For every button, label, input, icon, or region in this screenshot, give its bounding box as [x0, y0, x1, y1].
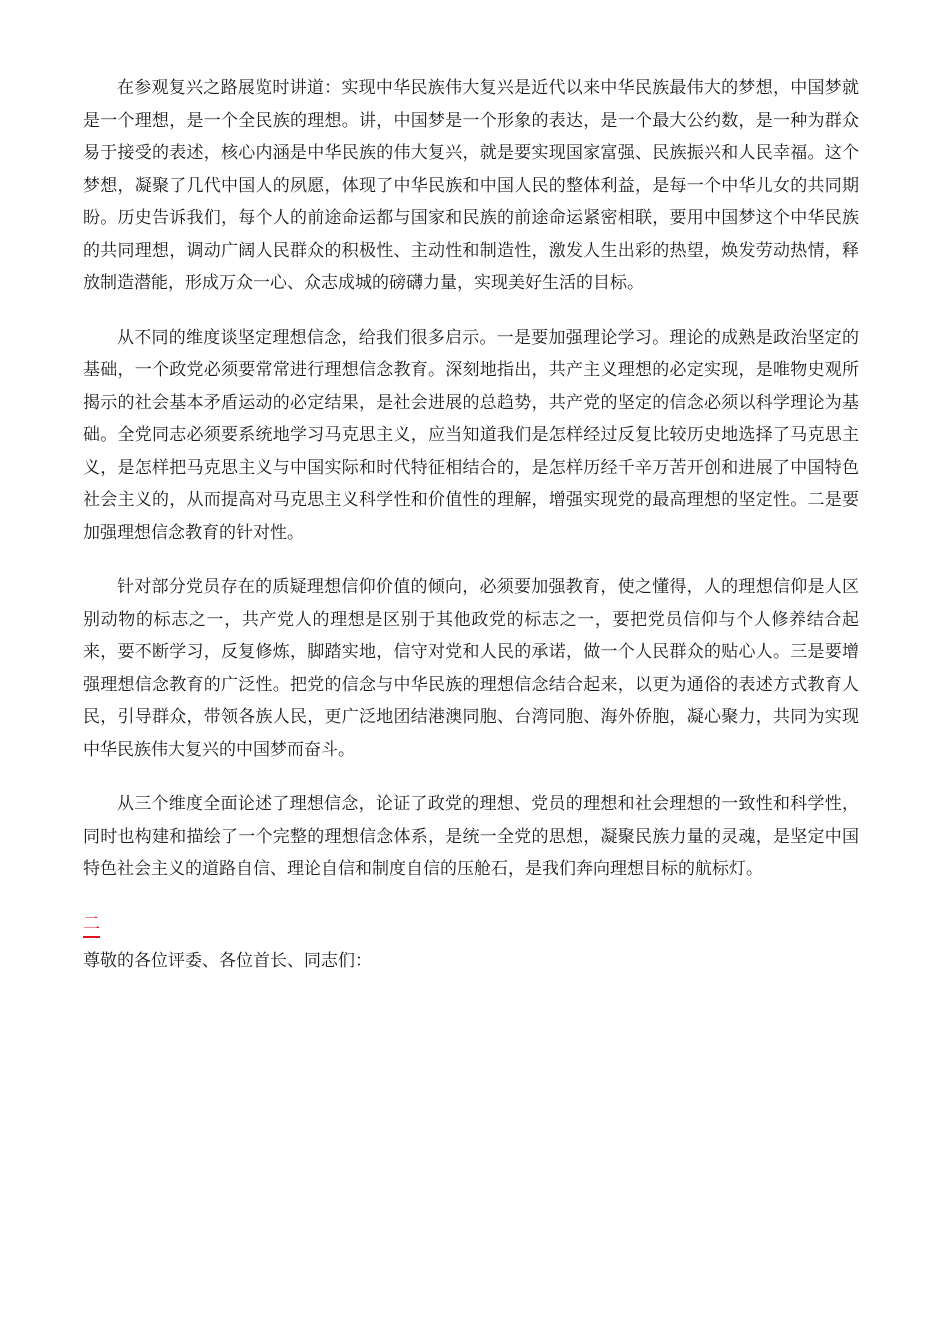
- paragraph-2: 从不同的维度谈坚定理想信念，给我们很多启示。一是要加强理论学习。理论的成熟是政治坚定的基础，一个政党必须要常常进行理想信念教育。深刻地指出，共产主义理想的必定实现，是唯物史观所揭示的社会基本矛盾运动的必定结果，是社会进展的总趋势，共产党的坚定的信念必须以科学理论为基础。全党同志必须要系统地学习马克思主义，应当知道我们是怎样经过反复比较历史地选择了马克思主义，是怎样把马克思主义与中国实际和时代特征相结合的，是怎样历经千辛万苦开创和进展了中国特色社会主义的，从而提高对马克思主义科学性和价值性的理解，增强实现党的最高理想的坚定性。二是要加强理想信念教育的针对性。: [83, 327, 859, 543]
- salutation: 尊敬的各位评委、各位首长、同志们：: [83, 951, 372, 971]
- paragraph-1: 在参观复兴之路展览时讲道：实现中华民族伟大复兴是近代以来中华民族最伟大的梦想，中国梦就是一个理想，是一个全民族的理想。讲，中国梦是一个形象的表达，是一个最大公约数，是一种为群众易于接受的表述，核心内涵是中华民族的伟大复兴，就是要实现国家富强、民族振兴和人民幸福。这个梦想，凝聚了几代中国人的夙愿，体现了中华民族和中国人民的整体利益，是每一个中华儿女的共同期盼。历史告诉我们，每个人的前途命运都与国家和民族的前途命运紧密相联，要用中国梦这个中华民族的共同理想，调动广阔人民群众的积极性、主动性和制造性，激发人生出彩的热望，焕发劳动热情，释放制造潜能，形成万众一心、众志成城的磅礴力量，实现美好生活的目标。: [83, 78, 859, 293]
- section-marker: 二: [83, 912, 100, 938]
- section-heading: [83, 908, 859, 941]
- paragraph-4: 从三个维度全面论述了理想信念，论证了政党的理想、党员的理想和社会理想的一致性和科学性，同时也构建和描绘了一个完整的理想信念体系，是统一全党的思想，凝聚民族力量的灵魂，是坚定中国特色社会主义的道路自信、理论自信和制度自信的压舱石，是我们奔向理想目标的航标灯。: [83, 794, 859, 879]
- paragraph-3: 针对部分党员存在的质疑理想信仰价值的倾向，必须要加强教育，使之懂得，人的理想信仰是人区别动物的标志之一，共产党人的理想是区别于其他政党的标志之一，要把党员信仰与个人修养结合起来，要不断学习，反复修炼，脚踏实地，信守对党和人民的承诺，做一个人民群众的贴心人。三是要增强理想信念教育的广泛性。把党的信念与中华民族的理想信念结合起来，以更为通俗的表述方式教育人民，引导群众，带领各族人民，更广泛地团结港澳同胞、台湾同胞、海外侨胞，凝心聚力，共同为实现中华民族伟大复兴的中国梦而奋斗。: [83, 577, 859, 760]
- document-body: [83, 72, 859, 976]
